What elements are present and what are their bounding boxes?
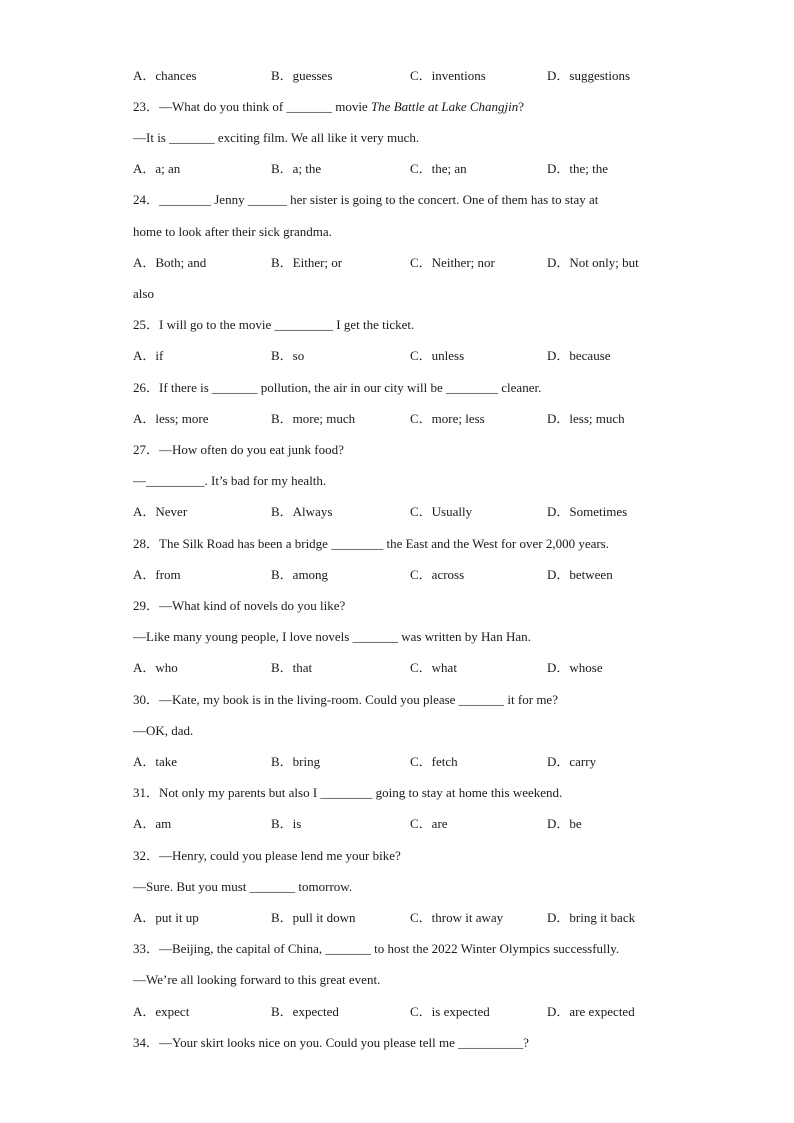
q26-option-d[interactable]: D．less; much [547, 411, 625, 426]
q25-stem: 25．I will go to the movie _________ I get the ticket. [133, 317, 415, 332]
q30-option-d[interactable]: D．carry [547, 754, 597, 769]
q27-option-d[interactable]: D．Sometimes [547, 504, 628, 519]
q22-option-d[interactable]: D．suggestions [547, 68, 631, 83]
q23-option-d[interactable]: D．the; the [547, 161, 609, 176]
q33-stem: 33．—Beijing, the capital of China, _______ to host the 2022 Winter Olympics successfully. [133, 941, 620, 956]
q33-option-c[interactable]: C．is expected [410, 1004, 490, 1019]
q22-option-c[interactable]: C．inventions [410, 68, 486, 83]
q25-option-a[interactable]: A．if [133, 348, 164, 363]
q27-option-a[interactable]: A．Never [133, 504, 188, 519]
q29-option-b[interactable]: B．that [271, 660, 313, 675]
q29-option-c[interactable]: C．what [410, 660, 457, 675]
q29-option-d[interactable]: D．whose [547, 660, 603, 675]
q33-option-b[interactable]: B．expected [271, 1004, 339, 1019]
q28-stem: 28．The Silk Road has been a bridge ________ the East and the West for over 2,000 years. [133, 536, 609, 551]
q24-option-b[interactable]: B．Either; or [271, 255, 343, 270]
q33-option-d[interactable]: D．are expected [547, 1004, 635, 1019]
q28-option-a[interactable]: A．from [133, 567, 181, 582]
q25-option-d[interactable]: D．because [547, 348, 611, 363]
q33-option-a[interactable]: A．expect [133, 1004, 190, 1019]
q31-option-d[interactable]: D．be [547, 816, 582, 831]
q31-option-b[interactable]: B．is [271, 816, 302, 831]
q28-option-c[interactable]: C．across [410, 567, 465, 582]
q34-stem: 34．—Your skirt looks nice on you. Could you please tell me __________? [133, 1035, 529, 1050]
q23-response: —It is _______ exciting film. We all like it very much. [133, 130, 420, 145]
q23-option-b[interactable]: B．a; the [271, 161, 322, 176]
q29-option-a[interactable]: A．who [133, 660, 178, 675]
q24-option-d-wrap: also [133, 286, 154, 301]
q24-stem-cont: home to look after their sick grandma. [133, 224, 332, 239]
q24-option-a[interactable]: A．Both; and [133, 255, 207, 270]
q23-stem [133, 97, 524, 117]
q32-option-d[interactable]: D．bring it back [547, 910, 636, 925]
q24-stem: 24．________ Jenny ______ her sister is going to the concert. One of them has to stay at [133, 192, 599, 207]
q26-stem: 26．If there is _______ pollution, the air in our city will be ________ cleaner. [133, 380, 542, 395]
q22-option-b[interactable]: B．guesses [271, 68, 333, 83]
q32-option-c[interactable]: C．throw it away [410, 910, 504, 925]
q27-response: —_________. It’s bad for my health. [133, 473, 327, 488]
q26-option-b[interactable]: B．more; much [271, 411, 356, 426]
q33-response: —We’re all looking forward to this great event. [133, 972, 381, 987]
q31-stem: 31．Not only my parents but also I ________ going to stay at home this weekend. [133, 785, 563, 800]
q23-option-c[interactable]: C．the; an [410, 161, 467, 176]
q30-option-b[interactable]: B．bring [271, 754, 321, 769]
q27-stem: 27．—How often do you eat junk food? [133, 442, 344, 457]
q26-option-c[interactable]: C．more; less [410, 411, 485, 426]
q28-option-b[interactable]: B．among [271, 567, 329, 582]
q32-stem: 32．—Henry, could you please lend me your bike? [133, 848, 401, 863]
q25-option-c[interactable]: C．unless [410, 348, 465, 363]
q28-option-d[interactable]: D．between [547, 567, 613, 582]
q29-stem: 29．—What kind of novels do you like? [133, 598, 346, 613]
q22-option-a[interactable]: A．chances [133, 68, 197, 83]
q26-option-a[interactable]: A．less; more [133, 411, 209, 426]
q23-movie-title: The Battle at Lake Changjin [370, 99, 519, 114]
q30-response: —OK, dad. [133, 723, 194, 738]
q30-option-c[interactable]: C．fetch [410, 754, 458, 769]
q23-stem-post: ? [518, 99, 525, 114]
q27-option-c[interactable]: C．Usually [410, 504, 473, 519]
q31-option-a[interactable]: A．am [133, 816, 172, 831]
q23-option-a[interactable]: A．a; an [133, 161, 181, 176]
q24-option-c[interactable]: C．Neither; nor [410, 255, 495, 270]
q25-option-b[interactable]: B．so [271, 348, 305, 363]
q29-response: —Like many young people, I love novels _______ was written by Han Han. [133, 629, 531, 644]
q32-response: —Sure. But you must _______ tomorrow. [133, 879, 353, 894]
q27-option-b[interactable]: B．Always [271, 504, 333, 519]
q24-option-d[interactable]: D．Not only; but [547, 255, 639, 270]
q31-option-c[interactable]: C．are [410, 816, 448, 831]
q32-option-b[interactable]: B．pull it down [271, 910, 356, 925]
q30-stem: 30．—Kate, my book is in the living-room. Could you please _______ it for me? [133, 692, 558, 707]
q23-stem-pre: 23．—What do you think of _______ movie [133, 99, 371, 114]
q32-option-a[interactable]: A．put it up [133, 910, 199, 925]
q30-option-a[interactable]: A．take [133, 754, 178, 769]
